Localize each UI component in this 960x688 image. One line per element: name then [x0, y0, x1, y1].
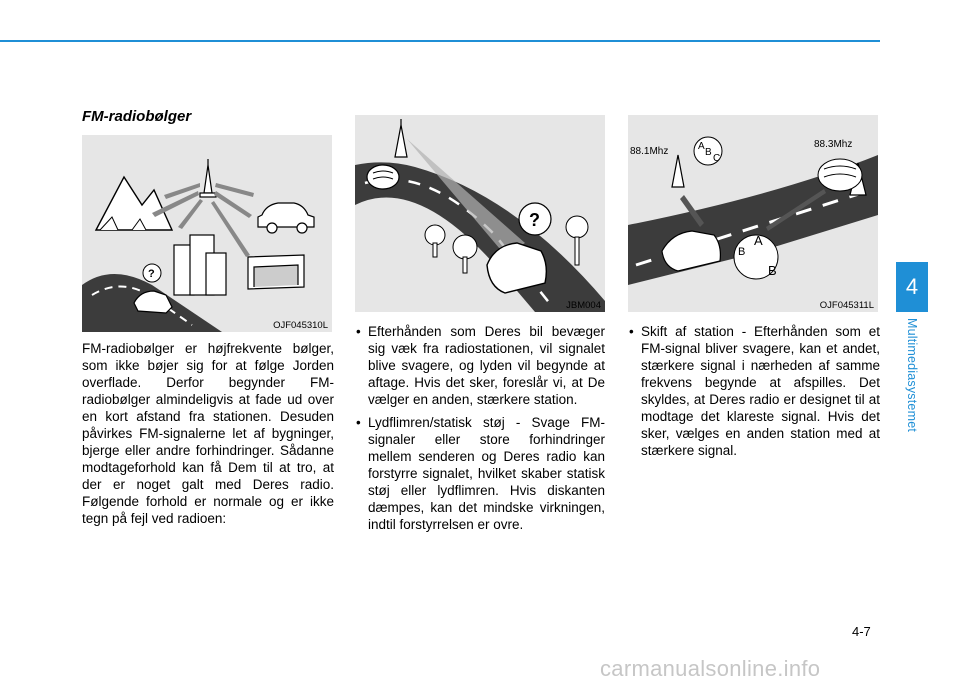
list-item: • Efterhånden som Deres bil bevæger sig væk fra radiostationen, vil signalet blive svagere, og lyden vil begynde at aftage. Hvis det sker, foreslår vi, at De vælger en anden, stærkere station. [355, 323, 605, 408]
bullet-list-col2 [355, 323, 605, 539]
intro-paragraph: FM-radiobølger er højfrekvente bølger, som ikke bøjer sig for at følge Jorden overflade. Derfor begynder FM-radiobølger almindeligvis at fade ud over en kort afstand fra stationen. Desuden påvirkes FM-signalerne let af bygninger, bjerge eller andre forhindringer. Sådanne modtageforhold kan få Dem til at tro, at der er noget galt med Deres radio. Følgende forhold er normale og er ikke tegn på fejl ved radioen: [82, 341, 334, 526]
figure-fm-waves [82, 135, 332, 332]
svg-text:B: B [768, 263, 777, 278]
section-title: FM-radiobølger [82, 108, 192, 125]
list-item: • Skift af station - Efterhånden som et FM-signal bliver svagere, kan et andet, stærkere signal i nærheden af samme frekvens begynde at afspilles. Det skyldes, at Deres radio er designet til at modtage det klareste signal. Hvis det sker, vælges en anden station med at stærkere signal. [628, 323, 880, 459]
figure-weak-signal [355, 115, 605, 312]
figure-code: OJF045310L [273, 320, 328, 331]
header-rule [0, 40, 880, 42]
svg-text:B: B [738, 246, 746, 258]
bullet-list-col3 [628, 323, 880, 465]
figure-code: OJF045311L [819, 300, 874, 311]
watermark: carmanualsonline.info [600, 656, 821, 681]
figure-station-switch [628, 115, 878, 312]
page-number: 4-7 [852, 624, 871, 639]
list-item: • Lydflimren/statisk støj - Svage FM-signaler eller store forhindringer mellem senderen og Deres radio kan forstyrre signalet, hvilket skaber statisk støj eller lydflimren. Hvis diskanten dæmpes, kan det mindske virkningen, indtil forstyrrelsen er ovre. [355, 414, 605, 533]
frequency-label-left: 88.1Mhz [630, 146, 669, 157]
svg-text:?: ? [529, 210, 540, 230]
frequency-label-right: 88.3Mhz [814, 139, 853, 150]
svg-text:B: B [705, 147, 712, 158]
chapter-number: 4 [905, 274, 919, 299]
fm-waves-illustration [82, 135, 332, 332]
svg-text:C: C [713, 153, 721, 164]
weak-signal-illustration [355, 115, 605, 312]
svg-text:?: ? [148, 268, 155, 280]
svg-text:A: A [698, 141, 705, 152]
chapter-tab[interactable] [896, 262, 928, 312]
chapter-label: Multimediasystemet [905, 317, 919, 433]
figure-code: JBM004 [566, 300, 601, 311]
svg-text:A: A [754, 233, 763, 248]
